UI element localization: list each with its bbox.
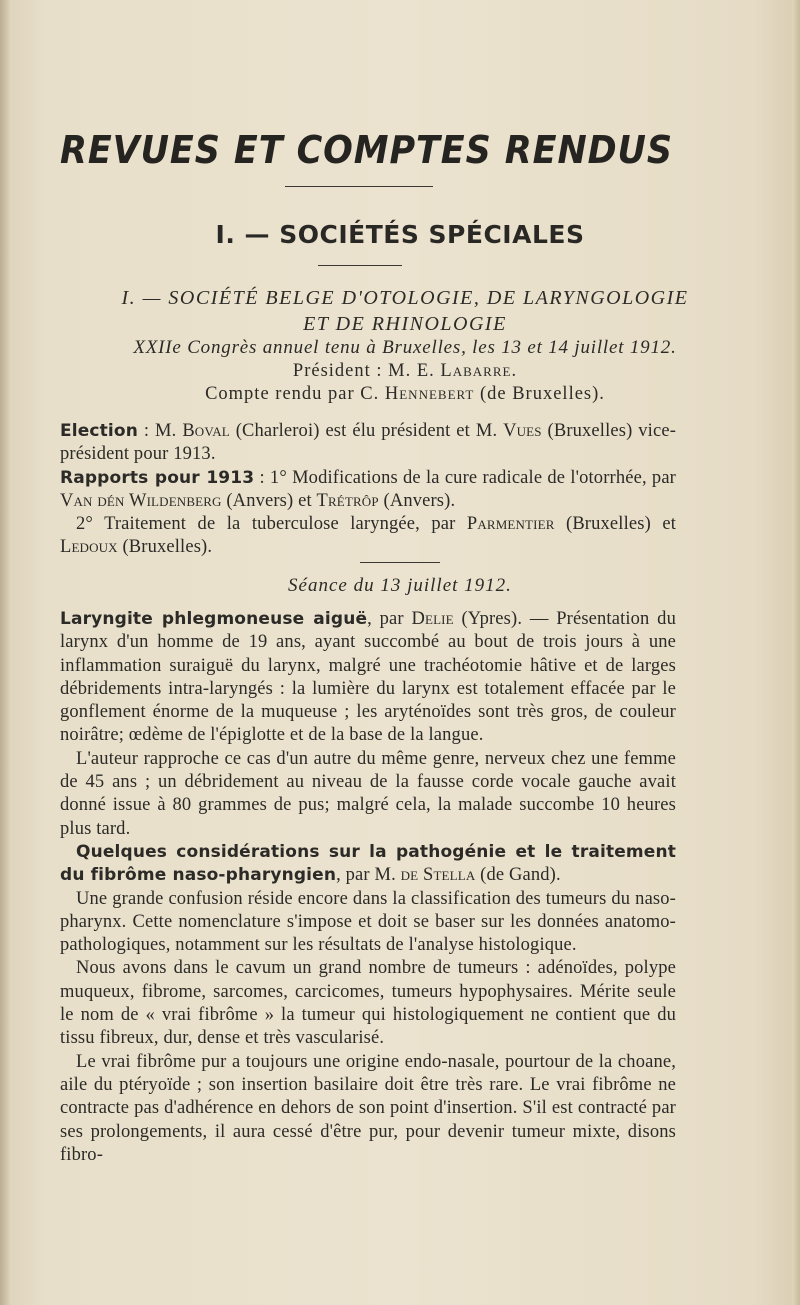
rapports-name-1: Van dén Wildenberg — [60, 490, 222, 511]
president-suffix: . — [511, 361, 518, 381]
society-name-line1: I. — SOCIÉTÉ BELGE D'OTOLOGIE, DE LARYNGOLOGIE — [121, 287, 689, 309]
rapports-text-1: : 1° Modifications de la cure radicale de l'otorrhée, par — [254, 467, 676, 488]
election-name-2: Vues — [503, 421, 542, 441]
fibrome-text-2: (de Gand). — [475, 865, 561, 886]
election-term: Election — [60, 421, 138, 441]
fibrome-term: Quelques considérations sur la pathogénie et le traitement du fibrôme naso-pharyngien — [60, 841, 676, 886]
section-title: I. — SOCIÉTÉS SPÉCIALES — [215, 220, 585, 249]
laryngite-author: Delie — [411, 609, 454, 629]
election-paragraph — [60, 420, 676, 560]
election-name-1: Boval — [182, 421, 230, 441]
title-underline — [285, 186, 433, 187]
laryngite-text-2: (Ypres). — Présentation du larynx d'un homme de 19 ans, ayant succombé au bout de trois jours à une inflammation suraiguë du larynx, malgré une trachéotomie hâtive et de larges débridements intra-laryngés : la lumière du larynx est totalement effacée par le gonflement énorme de la muqueuse ; les aryténoïdes sont très gros, de couleur noirâtre; œdème de l'épiglotte et de la base de la langue. — [60, 609, 676, 746]
page-left-edge — [0, 0, 10, 1305]
abstracts-body — [60, 608, 676, 1167]
fibrome-text-1: , par M. — [336, 865, 401, 886]
seance-heading: Séance du 13 juillet 1912. — [288, 575, 512, 596]
fibrome-author: de Stella — [400, 865, 476, 886]
seance-divider — [360, 562, 440, 563]
rapports-text-4: 2° Traitement de la tuberculose laryngée, par — [76, 514, 467, 535]
laryngite-text-1: , par — [367, 609, 412, 629]
report-author: Hennebert — [384, 384, 475, 404]
president-name: Labarre — [440, 361, 512, 381]
congress-line: XXIIe Congrès annuel tenu à Bruxelles, les 13 et 14 juillet 1912. — [133, 337, 677, 358]
rapports-name-4: Ledoux — [60, 537, 118, 558]
report-suffix: (de Bruxelles). — [474, 384, 605, 404]
president-line — [60, 361, 750, 382]
rapports-text-5: (Bruxelles) et — [554, 514, 676, 535]
president-label: Président : M. E. — [292, 361, 441, 381]
laryngite-term: Laryngite phlegmoneuse aiguë — [60, 609, 368, 629]
rapports-name-2: Trétrôp — [316, 490, 379, 511]
rapports-text-6: (Bruxelles). — [117, 537, 213, 558]
report-label: Compte rendu par C. — [205, 384, 385, 404]
fibrome-paragraph-3: Le vrai fibrôme pur a toujours une origine endo-nasale, pourtour de la choane, aile du ptéryoïde ; son insertion basilaire doit être très rare. Le vrai fibrôme ne contracte pas d'adhérence en dehors de son point d'insertion. S'il est contracté par ses prolongements, il aura cessé d'être pur, pour devenir tumeur mixte, disons fibro- — [60, 1051, 676, 1165]
election-text-3: (Bruxelles) vice-président pour 1913. — [60, 421, 677, 465]
report-line — [60, 384, 750, 405]
rapports-name-3: Parmentier — [466, 514, 555, 535]
election-text-2: (Charleroi) est élu président et M. — [229, 421, 504, 441]
page-title: REVUES ET COMPTES RENDUS — [60, 128, 673, 172]
rapports-text-3: (Anvers). — [378, 490, 456, 511]
society-name-line2: ET DE RHINOLOGIE — [303, 313, 507, 335]
election-text-1: : M. — [137, 421, 183, 441]
rapports-text-2: (Anvers) et — [221, 490, 317, 511]
page-right-edge — [792, 0, 800, 1305]
section-divider — [318, 265, 402, 266]
fibrome-paragraph-1: Une grande confusion réside encore dans la classification des tumeurs du naso-pharynx. Cette nomenclature s'impose et doit se baser sur les données anatomo-pathologiques, notamment sur les résultats de l'analyse histologique. — [60, 888, 676, 956]
rapports-term: Rapports pour 1913 — [60, 467, 255, 488]
fibrome-paragraph-2: Nous avons dans le cavum un grand nombre de tumeurs : adénoïdes, polype muqueux, fibrome, sarcomes, carcicomes, tumeurs hypophysaires. Mérite seule le nom de « vrai fibrôme » la tumeur qui histologiquement ne contient que du tissu fibreux, dur, dense et très vascularisé. — [60, 958, 676, 1049]
laryngite-paragraph-2: L'auteur rapproche ce cas d'un autre du même genre, nerveux chez une femme de 45 ans ; un débridement au niveau de la fausse corde vocale gauche avait donné issue à 80 grammes de pus; malgré cela, la malade succombe 10 heures plus tard. — [60, 748, 676, 839]
